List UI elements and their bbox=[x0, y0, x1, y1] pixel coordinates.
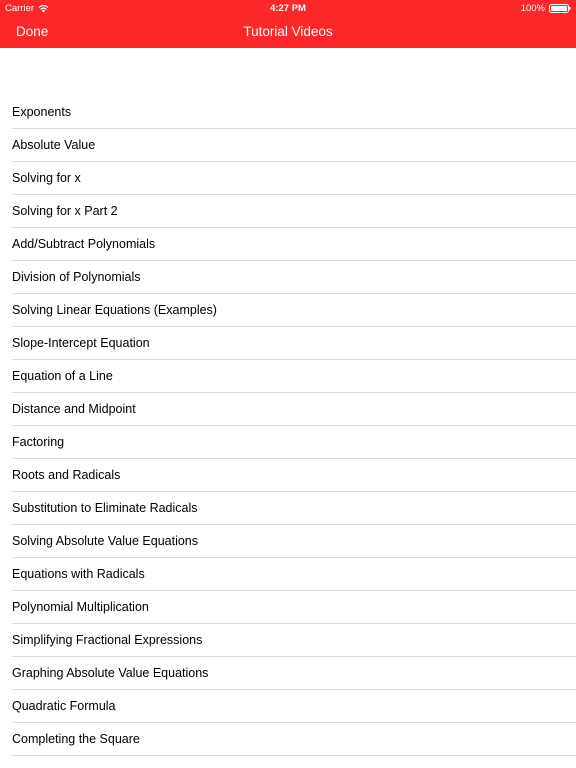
list-item[interactable]: Polynomial Multiplication bbox=[0, 591, 576, 624]
status-bar bbox=[0, 0, 576, 16]
list-item[interactable]: Completing the Square bbox=[0, 723, 576, 756]
done-button[interactable]: Done bbox=[16, 24, 49, 39]
list-item[interactable]: Distance and Midpoint bbox=[0, 393, 576, 426]
header bbox=[0, 0, 576, 48]
battery-percentage: 100% bbox=[520, 3, 545, 14]
list-item[interactable]: Solving for x bbox=[0, 162, 576, 195]
status-right bbox=[521, 3, 571, 14]
list-item[interactable]: Factoring bbox=[0, 426, 576, 459]
battery-icon bbox=[549, 4, 571, 13]
status-time: 4:27 PM bbox=[270, 3, 306, 14]
list-item[interactable]: Graphing Absolute Value Equations bbox=[0, 657, 576, 690]
list-item[interactable]: Roots and Radicals bbox=[0, 459, 576, 492]
navigation-bar bbox=[0, 16, 576, 48]
list-item[interactable]: Solving for x Part 2 bbox=[0, 195, 576, 228]
list-item[interactable]: Slope-Intercept Equation bbox=[0, 327, 576, 360]
list-item[interactable]: Solving Absolute Value Equations bbox=[0, 525, 576, 558]
list-item[interactable]: Division of Polynomials bbox=[0, 261, 576, 294]
page-title: Tutorial Videos bbox=[243, 24, 333, 39]
list-item[interactable]: Add/Subtract Polynomials bbox=[0, 228, 576, 261]
carrier-label: Carrier bbox=[5, 3, 35, 14]
list-item[interactable]: Equations with Radicals bbox=[0, 558, 576, 591]
list-item[interactable]: Substitution to Eliminate Radicals bbox=[0, 492, 576, 525]
list-item[interactable]: Absolute Value bbox=[0, 129, 576, 162]
list-item[interactable]: Equation of a Line bbox=[0, 360, 576, 393]
tutorial-video-list bbox=[0, 96, 576, 756]
list-item[interactable]: Quadratic Formula bbox=[0, 690, 576, 723]
list-item[interactable]: Exponents bbox=[0, 96, 576, 129]
list-item[interactable]: Solving Linear Equations (Examples) bbox=[0, 294, 576, 327]
list-item[interactable]: Simplifying Fractional Expressions bbox=[0, 624, 576, 657]
